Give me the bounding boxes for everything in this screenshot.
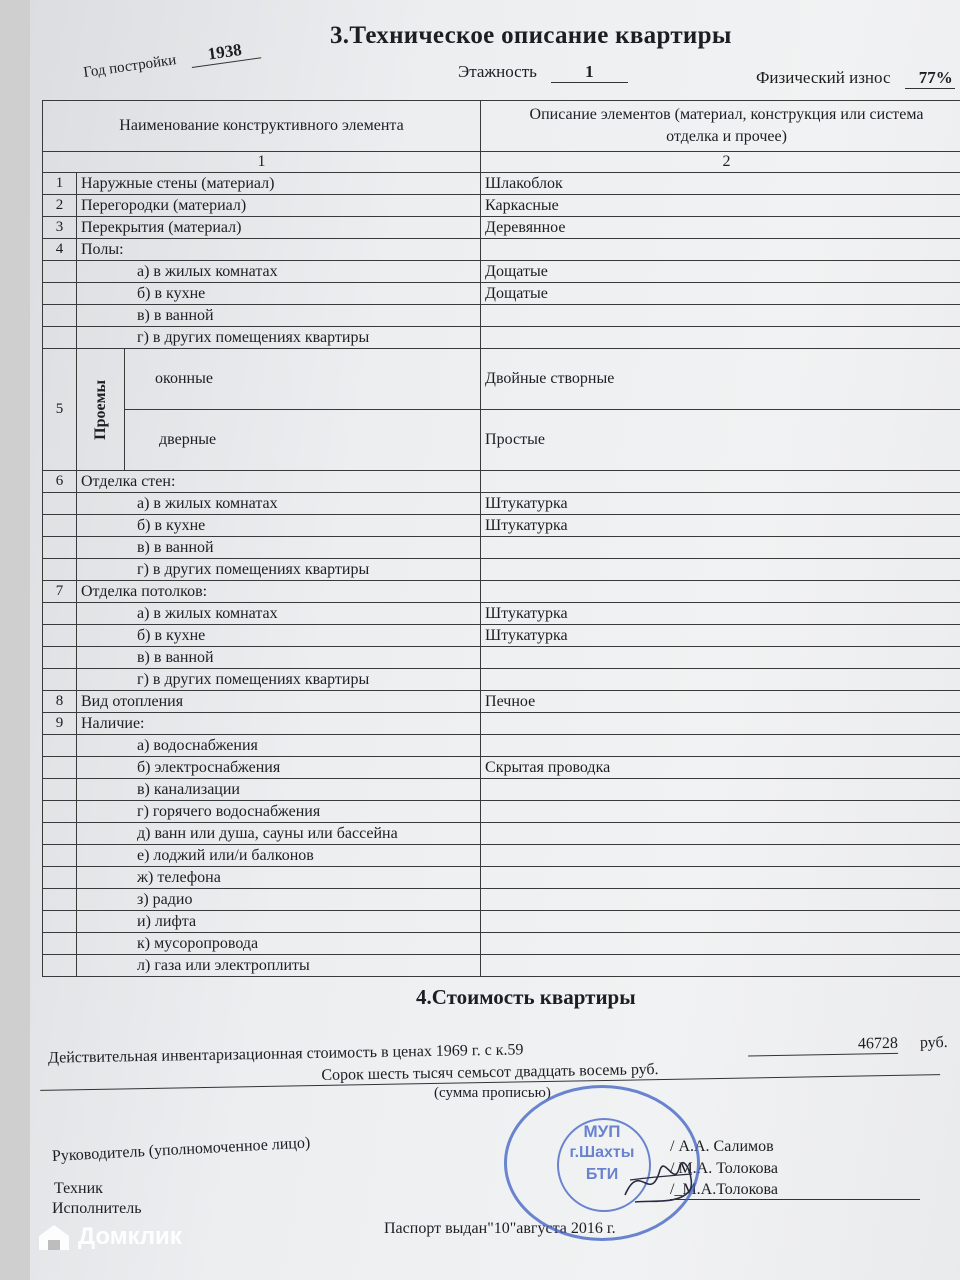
stamp-line3: БТИ [585, 1166, 619, 1183]
row-element-name: Перекрытия (материал) [77, 217, 481, 239]
window-label: оконные [125, 349, 481, 410]
year-built-value: 1938 [189, 37, 261, 68]
row-description [481, 669, 960, 691]
table-row [43, 779, 960, 801]
row-element-name: Вид отопления [77, 691, 481, 713]
row-description: Штукатурка [481, 515, 960, 537]
row-description [481, 801, 960, 823]
table-row [43, 217, 960, 239]
physical-wear [756, 68, 955, 89]
row-element-name: г) горячего водоснабжения [77, 801, 481, 823]
row-description [481, 735, 960, 757]
exec-label: Исполнитель [52, 1200, 142, 1217]
row-description: Каркасные [481, 195, 960, 217]
column-numbers [43, 152, 960, 173]
head-name: / А.А. Салимов [670, 1138, 774, 1155]
row-number: 7 [43, 581, 77, 603]
stamp-line1: МУП [583, 1122, 621, 1141]
exec-name: /_М.А.Толокова [670, 1181, 920, 1200]
stamp-line2: г.Шахты [569, 1144, 635, 1161]
table-row [43, 735, 960, 757]
row-description [481, 779, 960, 801]
row-description [481, 823, 960, 845]
row-element-name: Отделка потолков: [77, 581, 481, 603]
table-row [43, 669, 960, 691]
row-number [43, 603, 77, 625]
row-number [43, 283, 77, 305]
table-row [43, 239, 960, 261]
row-element-name: л) газа или электроплиты [77, 955, 481, 977]
row-number [43, 845, 77, 867]
openings-door-row [43, 410, 960, 471]
row-element-name: б) в кухне [77, 625, 481, 647]
issued-line: Паспорт выдан"10"августа 2016 г. [384, 1220, 616, 1237]
table-row [43, 933, 960, 955]
row-element-name: Полы: [77, 239, 481, 261]
header-col2-line2: отделка и прочее) [666, 128, 787, 145]
row-number [43, 261, 77, 283]
row-description: Дощатые [481, 261, 960, 283]
row-description [481, 471, 960, 493]
row-number: 9 [43, 713, 77, 735]
row-element-name: г) в других помещениях квартиры [77, 669, 481, 691]
row-number [43, 669, 77, 691]
row-description: Штукатурка [481, 603, 960, 625]
row-description [481, 955, 960, 977]
row-number [43, 823, 77, 845]
floors [458, 62, 628, 83]
construction-table [42, 100, 960, 977]
floors-value: 1 [551, 62, 628, 83]
row-description: Скрытая проводка [481, 757, 960, 779]
row-number [43, 647, 77, 669]
row-number [43, 515, 77, 537]
row-number: 1 [43, 173, 77, 195]
row-element-name: б) в кухне [77, 515, 481, 537]
year-built [82, 37, 261, 83]
table-row [43, 801, 960, 823]
handwritten-signature [620, 1150, 700, 1210]
table-header [43, 101, 960, 152]
table-row [43, 691, 960, 713]
table-row [43, 559, 960, 581]
row-description: Деревянное [481, 217, 960, 239]
table-row [43, 283, 960, 305]
row-number [43, 911, 77, 933]
row-description: Шлакоблок [481, 173, 960, 195]
physical-wear-value: 77% [905, 68, 955, 89]
row-number [43, 537, 77, 559]
section4-title: 4.Стоимость квартиры [416, 985, 636, 1009]
table-row [43, 603, 960, 625]
table-row [43, 261, 960, 283]
table-row [43, 195, 960, 217]
row-element-name: в) в ванной [77, 305, 481, 327]
row-description [481, 867, 960, 889]
row-description: Штукатурка [481, 493, 960, 515]
row-element-name: в) в ванной [77, 537, 481, 559]
row-number: 8 [43, 691, 77, 713]
row-element-name: з) радио [77, 889, 481, 911]
cost-words: Сорок шесть тысяч семьсот двадцать восемь руб. [40, 1056, 940, 1091]
openings-group-cell [77, 349, 125, 471]
row-description [481, 559, 960, 581]
row-number: 5 [43, 349, 77, 471]
openings-group-label: Проемы [91, 379, 109, 440]
table-row [43, 889, 960, 911]
row-number [43, 327, 77, 349]
row-element-name: д) ванн или душа, сауны или бассейна [77, 823, 481, 845]
table-row [43, 845, 960, 867]
row-number [43, 889, 77, 911]
table-row [43, 537, 960, 559]
row-element-name: Наличие: [77, 713, 481, 735]
colnum-2: 2 [481, 152, 960, 173]
row-number: 3 [43, 217, 77, 239]
row-number [43, 779, 77, 801]
table-row [43, 493, 960, 515]
table-row [43, 647, 960, 669]
document-page [30, 0, 960, 1280]
row-element-name: а) в жилых комнатах [77, 493, 481, 515]
door-label: дверные [125, 410, 481, 471]
row-number: 2 [43, 195, 77, 217]
row-number [43, 559, 77, 581]
row-description: Штукатурка [481, 625, 960, 647]
row-description [481, 845, 960, 867]
header-col2-line1: Описание элементов (материал, конструкция или система [529, 106, 924, 123]
house-logo-icon [36, 1222, 72, 1252]
table-row [43, 757, 960, 779]
row-element-name: е) лоджий или/и балконов [77, 845, 481, 867]
physical-wear-label: Физический износ [756, 68, 891, 87]
cost-words-caption: (сумма прописью) [434, 1085, 551, 1101]
header-col1: Наименование конструктивного элемента [43, 101, 481, 152]
row-description [481, 537, 960, 559]
row-element-name: Наружные стены (материал) [77, 173, 481, 195]
door-description: Простые [481, 410, 960, 471]
row-description [481, 581, 960, 603]
row-description [481, 305, 960, 327]
section3-title: 3.Техническое описание квартиры [330, 22, 732, 49]
row-element-name: б) электроснабжения [77, 757, 481, 779]
row-number [43, 735, 77, 757]
header-col2 [481, 101, 960, 152]
table-row [43, 173, 960, 195]
colnum-1: 1 [43, 152, 481, 173]
row-number [43, 493, 77, 515]
row-number [43, 933, 77, 955]
row-element-name: в) канализации [77, 779, 481, 801]
watermark-text: Домклик [78, 1223, 182, 1250]
window-description: Двойные створные [481, 349, 960, 410]
table-row [43, 911, 960, 933]
row-number [43, 801, 77, 823]
row-element-name: а) в жилых комнатах [77, 603, 481, 625]
row-element-name: в) в ванной [77, 647, 481, 669]
head-label: Руководитель (уполномоченное лицо) [51, 1134, 311, 1165]
row-description [481, 239, 960, 261]
row-element-name: и) лифта [77, 911, 481, 933]
openings-window-row [43, 349, 960, 410]
row-description [481, 647, 960, 669]
row-element-name: к) мусоропровода [77, 933, 481, 955]
row-number [43, 757, 77, 779]
table-row [43, 713, 960, 735]
row-element-name: г) в других помещениях квартиры [77, 327, 481, 349]
table-row [43, 471, 960, 493]
row-description [481, 327, 960, 349]
row-number: 6 [43, 471, 77, 493]
table-row [43, 823, 960, 845]
row-description [481, 889, 960, 911]
row-description: Дощатые [481, 283, 960, 305]
row-number [43, 867, 77, 889]
row-number [43, 955, 77, 977]
floors-label: Этажность [458, 62, 537, 81]
row-number: 4 [43, 239, 77, 261]
table-row [43, 955, 960, 977]
domclick-watermark [36, 1222, 182, 1252]
cost-value: 46728 [748, 1035, 898, 1057]
year-built-label: Год постройки [82, 52, 178, 82]
table-row [43, 581, 960, 603]
row-number [43, 305, 77, 327]
tech-label: Техник [54, 1180, 103, 1197]
row-description [481, 911, 960, 933]
row-element-name: а) водоснабжения [77, 735, 481, 757]
row-element-name: а) в жилых комнатах [77, 261, 481, 283]
table-row [43, 305, 960, 327]
cost-label: Действительная инвентаризационная стоимость в ценах 1969 г. с к.59 [47, 1041, 524, 1067]
row-element-name: г) в других помещениях квартиры [77, 559, 481, 581]
row-description [481, 933, 960, 955]
row-element-name: ж) телефона [77, 867, 481, 889]
table-row [43, 867, 960, 889]
cost-unit: руб. [919, 1033, 948, 1052]
table-row [43, 625, 960, 647]
row-element-name: Перегородки (материал) [77, 195, 481, 217]
row-element-name: Отделка стен: [77, 471, 481, 493]
row-description: Печное [481, 691, 960, 713]
row-number [43, 625, 77, 647]
row-element-name: б) в кухне [77, 283, 481, 305]
row-description [481, 713, 960, 735]
table-row [43, 327, 960, 349]
table-row [43, 515, 960, 537]
tech-name: / М.А. Толокова [670, 1160, 778, 1177]
